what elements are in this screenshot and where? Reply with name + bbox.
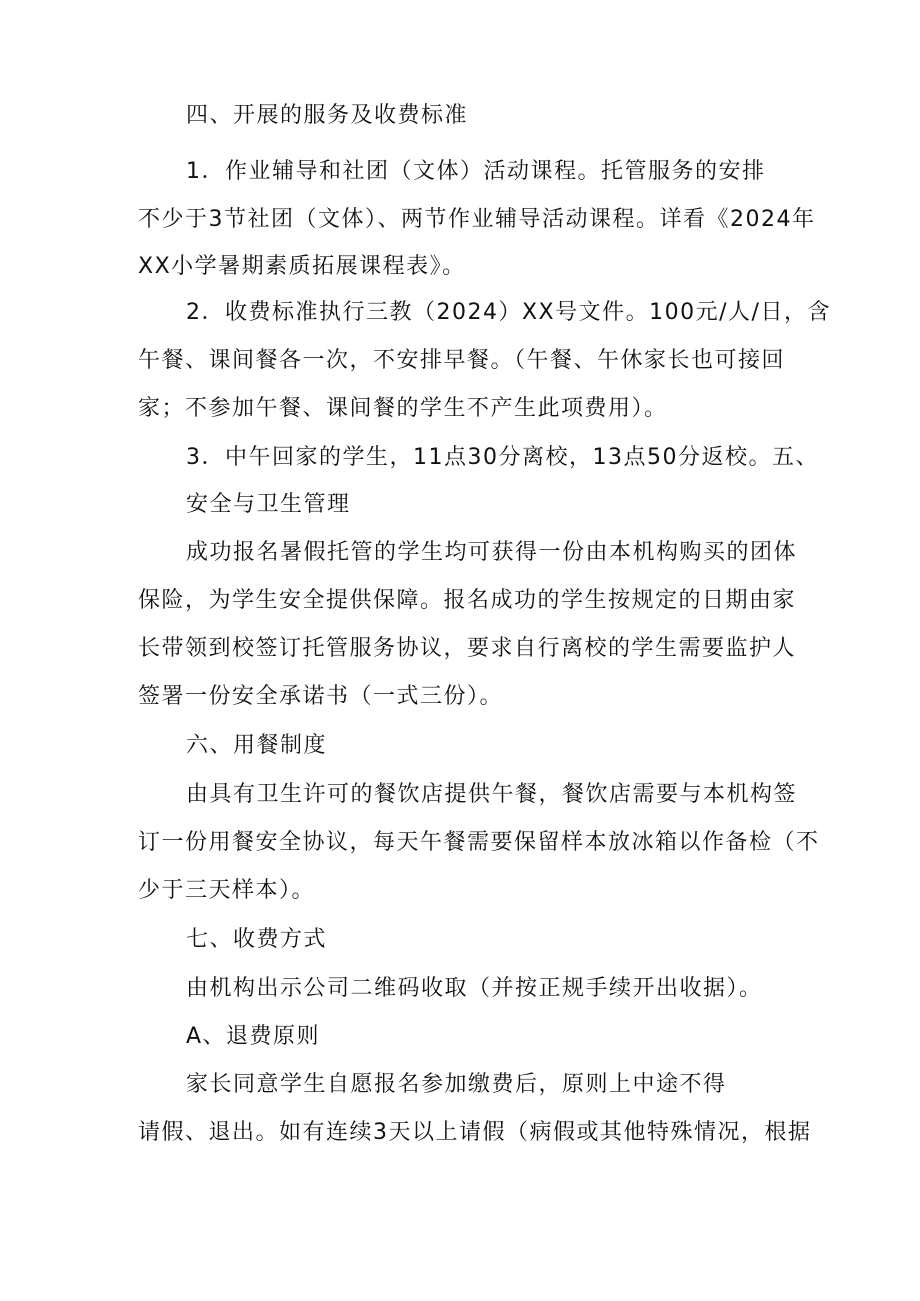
paragraph-line: 成功报名暑假托管的学生均可获得一份由本机构购买的团体 <box>186 540 798 565</box>
paragraph-line: 由机构出示公司二维码收取（并按正规手续开出收据）。 <box>186 976 763 1001</box>
paragraph-line: 2．收费标准执行三教（2024）XX号文件。100元/人/日，含 <box>186 300 831 325</box>
paragraph-line: 签署一份安全承诺书（一式三份）。 <box>138 684 504 709</box>
section-heading-refund: A、退费原则 <box>186 1024 321 1049</box>
paragraph-line: 请假、退出。如有连续3天以上请假（病假或其他特殊情况，根据 <box>138 1120 812 1145</box>
section-heading-payment: 七、收费方式 <box>186 927 328 952</box>
paragraph-line: 保险，为学生安全提供保障。报名成功的学生按规定的日期由家 <box>138 588 797 613</box>
paragraph-line: 家长同意学生自愿报名参加缴费后，原则上中途不得 <box>186 1072 727 1097</box>
paragraph-line: 订一份用餐安全协议，每天午餐需要保留样本放冰箱以作备检（不 <box>138 830 820 855</box>
paragraph-line: 不少于3节社团（文体）、两节作业辅导活动课程。详看《2024年 <box>138 207 816 232</box>
paragraph-line: 由具有卫生许可的餐饮店提供午餐，餐饮店需要与本机构签 <box>186 782 798 807</box>
paragraph-line: 3．中午回家的学生，11点30分离校，13点50分返校。五、 <box>186 445 819 470</box>
paragraph-line: 家；不参加午餐、课间餐的学生不产生此项费用）。 <box>138 396 668 421</box>
section-heading-safety-hygiene: 安全与卫生管理 <box>186 492 351 517</box>
paragraph-line: 午餐、课间餐各一次，不安排早餐。（午餐、午休家长也可接回 <box>138 348 786 373</box>
paragraph-line: XX小学暑期素质拓展课程表》。 <box>138 254 466 279</box>
paragraph-line: 1．作业辅导和社团（文体）活动课程。托管服务的安排 <box>186 159 766 184</box>
paragraph-line: 长带领到校签订托管服务协议，要求自行离校的学生需要监护人 <box>138 636 797 661</box>
section-heading-meals: 六、用餐制度 <box>186 733 328 758</box>
section-heading-services-fees: 四、开展的服务及收费标准 <box>186 103 469 128</box>
paragraph-line: 少于三天样本）。 <box>138 878 316 903</box>
